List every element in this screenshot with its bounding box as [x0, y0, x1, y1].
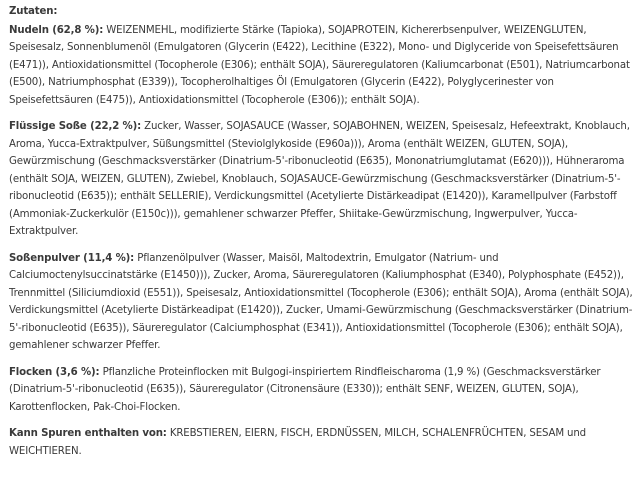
section-title: Flocken (3,6 %):: [9, 366, 100, 378]
section-title: Nudeln (62,8 %):: [9, 24, 104, 36]
section-text: KREBSTIEREN, EIERN, FISCH, ERDNÜSSEN, MILCH, SCHALENFRÜCHTEN, SESAM und WEICHTIEREN.: [9, 428, 586, 457]
section-title: Flüssige Soße (22,2 %):: [9, 121, 142, 132]
section-noodles: [9, 22, 634, 110]
section-title: Kann Spuren enthalten von:: [9, 428, 167, 439]
section-flakes: [9, 364, 634, 417]
section-title: Soßenpulver (11,4 %):: [9, 252, 135, 264]
ingredients-panel: [9, 3, 634, 469]
section-text: Pflanzenölpulver (Wasser, Maisöl, Maltodextrin, Emulgator (Natrium- und Calciumoctenylsuccinatstärke (E1450))), Zucker, Aroma, Säureregulatoren (Kaliumphosphat (E340), Polyphosphate (E452)), Trennmittel (Siliciumdioxid (E551)), Speisesalz, Antioxidationsmittel (Tocopherole (E306); enthält SOJA), Aroma (enthält SOJA), Verdickungsmittel (Acetylierte Distärkeadipat (E1420)), Zucker, Umami-Gewürzmischung (Geschmacksverstärker (Dinatrium-5'-ribonucleotid (E635)), Säureregulator (Calciumphosphat (E341)), Antioxidationsmittel (Tocopherole (E306); enthält SOJA), gemahlener schwarzer Pfeffer.: [9, 252, 633, 351]
section-text: WEIZENMEHL, modifizierte Stärke (Tapioka), SOJAPROTEIN, Kichererbsenpulver, WEIZENGLUTEN, Speisesalz, Sonnenblumenöl (Emulgatoren (Glycerin (E422), Lecithine (E322), Mono- und Diglyceride von Speisefettsäuren (E471)), Antioxidationsmittel (Tocopherole (E306); enthält SOJA), Säureregulatoren (Kaliumcarbonat (E501), Natriumcarbonat (E500), Natriumphosphat (E339)), Tocopherolhaltiges Öl (Emulgatoren (Glycerin (E422), Polyglycerinester von Speisefettsäuren (E475)), Antioxidationsmittel (Tocopherole (E306)); enthält SOJA).: [9, 24, 630, 106]
section-liquid-sauce: [9, 118, 634, 241]
section-text: Pflanzliche Proteinflocken mit Bulgogi-inspiriertem Rindfleischaroma (1,9 %) (Geschmacksverstärker (Dinatrium-5'-ribonucleotid (E635)), Säureregulator (Citronensäure (E330)); enthält SENF, WEIZEN, GLUTEN, SOJA), Karottenflocken, Pak-Choi-Flocken.: [9, 366, 601, 413]
section-text: Zucker, Wasser, SOJASAUCE (Wasser, SOJABOHNEN, WEIZEN, Speisesalz, Hefeextrakt, Knoblauch, Aroma, Yucca-Extraktpulver, Süßungsmittel (Steviolglykoside (E960a))), Aroma (enthält WEIZEN, GLUTEN, SOJA), Gewürzmischung (Geschmacksverstärker (Dinatrium-5'-ribonucleotid (E635), Mononatriumglutamat (E620))), Hühneraroma (enthält SOJA, WEIZEN, GLUTEN), Zwiebel, Knoblauch, SOJASAUCE-Gewürzmischung (Geschmacksverstärker (Dinatrium-5'-ribonucleotid (E635)); enthält SELLERIE), Verdickungsmittel (Acetylierte Distärkeadipat (E1420)), Karamellpulver (Farbstoff (Ammoniak-Zuckerkulör (E150c))), gemahlener schwarzer Pfeffer, Shiitake-Gewürzmischung, Ingwerpulver, Yucca-Extraktpulver.: [9, 121, 630, 237]
section-sauce-powder: [9, 250, 634, 355]
ingredients-heading: Zutaten:: [9, 6, 58, 17]
section-allergen-traces: [9, 425, 634, 460]
